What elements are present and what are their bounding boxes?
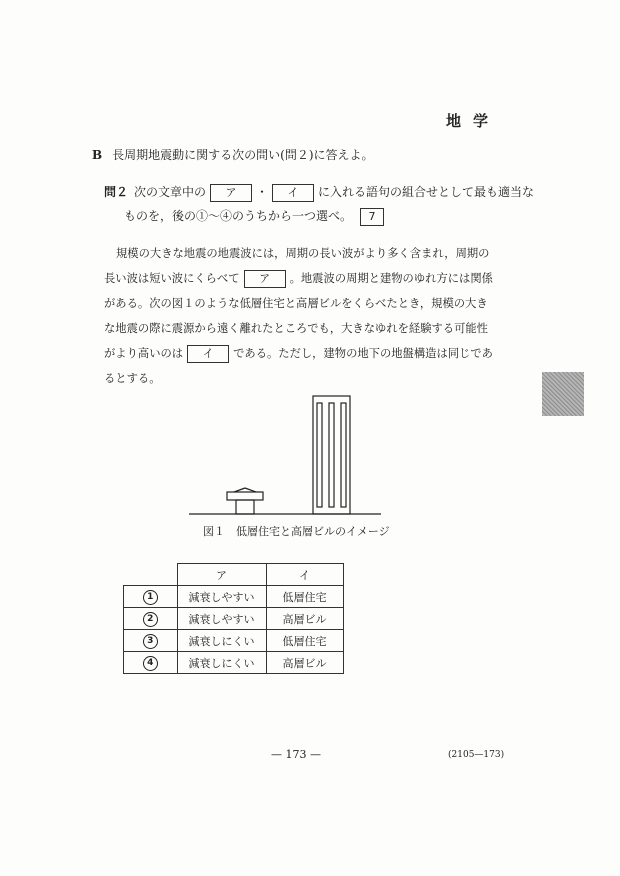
passage-blank-a: ア — [244, 270, 286, 288]
choice-number: 3 — [143, 634, 158, 649]
low-rise-house-icon — [227, 488, 263, 514]
question-line-2 — [124, 207, 388, 226]
passage-line-3: がある。次の図１のような低層住宅と高層ビルをくらべたとき，規模の大き — [104, 297, 488, 310]
building-figure — [185, 393, 385, 518]
header-blank-cell — [124, 564, 178, 586]
cell-i: 低層住宅 — [266, 586, 343, 608]
choice-number: 2 — [143, 612, 158, 627]
choice-cell — [124, 630, 178, 652]
table-header-row — [124, 564, 344, 586]
answer-box-a: ア — [210, 184, 252, 202]
question-text-post: に入れる語句の組合せとして最も適当な — [318, 185, 535, 199]
passage-line-2-post: 。地震波の周期と建物のゆれ方には関係 — [289, 272, 493, 285]
choice-cell — [124, 608, 178, 630]
choice-cell — [124, 586, 178, 608]
page-code: (2105—173) — [448, 750, 505, 760]
choices-table — [123, 563, 344, 674]
passage-line-5-pre: がより高いのは — [104, 347, 184, 360]
passage-line-6: るとする。 — [104, 372, 161, 385]
table-row — [124, 630, 344, 652]
table-row — [124, 586, 344, 608]
table-row — [124, 608, 344, 630]
header-a: ア — [177, 564, 266, 586]
choice-number: 4 — [143, 656, 158, 671]
question-text-pre: 次の文章中の — [134, 185, 207, 199]
page-number: — 173 — — [271, 748, 321, 761]
high-rise-building-icon — [313, 396, 350, 514]
passage-line-1: 規模の大きな地震の地震波には，周期の長い波がより多く含まれ，周期の — [116, 247, 490, 260]
passage-line-5 — [104, 341, 499, 366]
blank-separator: ・ — [256, 185, 269, 199]
subject-title: 地学 — [446, 112, 501, 130]
section-label: B — [92, 148, 103, 162]
section-heading — [92, 146, 374, 163]
cell-a: 減衰しにくい — [177, 630, 266, 652]
answer-box-i: イ — [272, 184, 314, 202]
answer-number-box: 7 — [360, 208, 384, 226]
passage-line-5-post: である。ただし，建物の地下の地盤構造は同じであ — [233, 347, 493, 360]
choice-number: 1 — [143, 590, 158, 605]
table-row — [124, 652, 344, 674]
cell-i: 高層ビル — [266, 608, 343, 630]
cell-a: 減衰しやすい — [177, 608, 266, 630]
choice-cell — [124, 652, 178, 674]
passage-line-2 — [104, 266, 499, 291]
question-text-line2: ものを，後の①〜④のうちから一つ選べ。 — [124, 209, 353, 223]
cell-a: 減衰しやすい — [177, 586, 266, 608]
section-text: 長周期地震動に関する次の問い(問２)に答えよ。 — [112, 148, 374, 162]
passage — [104, 241, 499, 391]
question-line-1 — [104, 183, 534, 202]
cell-a: 減衰しにくい — [177, 652, 266, 674]
passage-blank-i: イ — [187, 345, 229, 363]
passage-line-4: な地震の際に震源から遠く離れたところでも，大きなゆれを経験する可能性 — [104, 322, 488, 335]
header-i: イ — [266, 564, 343, 586]
question-number: 問２ — [104, 185, 129, 199]
page-edge-tab — [542, 372, 584, 416]
figure-caption: 図１ 低層住宅と高層ビルのイメージ — [203, 525, 390, 538]
passage-line-2-pre: 長い波は短い波にくらべて — [104, 272, 240, 285]
cell-i: 高層ビル — [266, 652, 343, 674]
cell-i: 低層住宅 — [266, 630, 343, 652]
